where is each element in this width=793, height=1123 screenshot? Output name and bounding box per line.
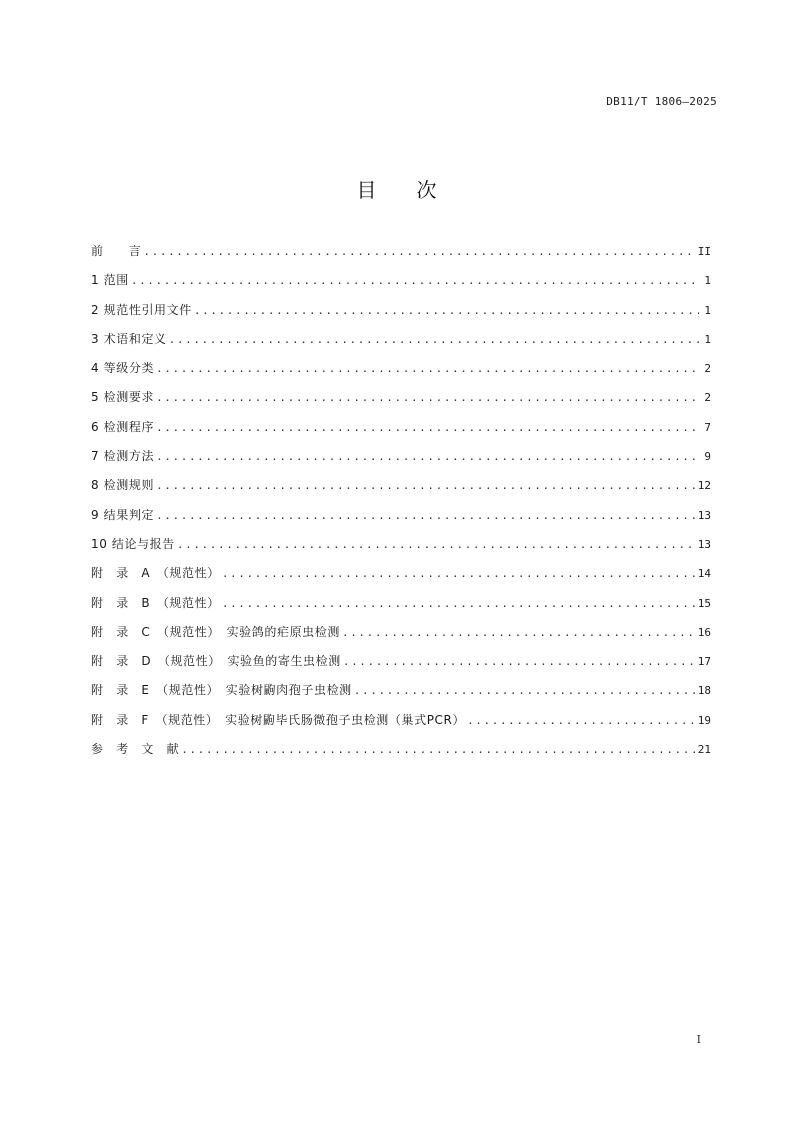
toc-entry-page: 15 (697, 596, 711, 610)
toc-entry-page: 9 (704, 450, 711, 464)
toc-entry-label: 6 检测程序 (91, 419, 155, 434)
toc-entry-label: 附 录 E （规范性） 实验树鼩肉孢子虫检测 (91, 683, 352, 698)
toc-entry-annex-f[interactable] (91, 710, 711, 739)
toc-entry-page: 13 (697, 537, 711, 551)
toc-entry-page: 19 (697, 713, 711, 727)
toc-entry-annex-c[interactable] (91, 622, 711, 651)
toc-dot-leader (343, 652, 696, 672)
toc-dot-leader (194, 301, 699, 321)
toc-entry-page: 1 (704, 332, 711, 346)
toc-entry-label: 5 检测要求 (91, 390, 155, 405)
toc-entry-label: 10 结论与报告 (91, 536, 175, 551)
toc-entry-page: 7 (704, 420, 711, 434)
toc-entry-page: 2 (704, 362, 711, 376)
toc-entry-procedures[interactable] (91, 417, 711, 446)
page-number: I (696, 1033, 701, 1046)
toc-entry-page: 13 (697, 508, 711, 522)
toc-entry-requirements[interactable] (91, 387, 711, 416)
toc-entry-annex-e[interactable] (91, 680, 711, 709)
toc-entry-annex-a[interactable] (91, 563, 711, 592)
toc-entry-label: 8 检测规则 (91, 478, 155, 493)
toc-entry-page: II (697, 245, 711, 258)
toc-entry-label: 9 结果判定 (91, 507, 155, 522)
toc-entry-label: 附 录 D （规范性） 实验鱼的寄生虫检测 (91, 654, 341, 669)
toc-entry-label: 7 检测方法 (91, 449, 155, 464)
toc-dot-leader (156, 388, 699, 408)
toc-entry-judgement[interactable] (91, 505, 711, 534)
toc-dot-leader (143, 242, 695, 262)
toc-entry-rules[interactable] (91, 475, 711, 504)
toc-entry-classification[interactable] (91, 358, 711, 387)
toc-dot-leader (156, 476, 696, 496)
toc-entry-label: 附 录 B （规范性） (91, 595, 220, 610)
toc-entry-page: 14 (697, 567, 711, 581)
toc-entry-methods[interactable] (91, 446, 711, 475)
toc-entry-foreword[interactable] (91, 241, 711, 270)
toc-entry-annex-b[interactable] (91, 593, 711, 622)
toc-dot-leader (177, 535, 696, 555)
toc-entry-label: 附 录 C （规范性） 实验鸽的疟原虫检测 (91, 624, 340, 639)
toc-dot-leader (131, 271, 699, 291)
toc-entry-label: 3 术语和定义 (91, 331, 167, 346)
toc-entry-normative-references[interactable] (91, 300, 711, 329)
toc-entry-page: 17 (697, 655, 711, 669)
toc-dot-leader (181, 740, 696, 760)
toc-entry-page: 2 (704, 391, 711, 405)
toc-dot-leader (156, 359, 699, 379)
toc-entry-page: 12 (697, 479, 711, 493)
toc-entry-page: 21 (697, 743, 711, 757)
toc-entry-label: 附 录 A （规范性） (91, 566, 220, 581)
toc-entry-bibliography[interactable] (91, 739, 711, 768)
toc-entry-page: 1 (704, 274, 711, 288)
toc-entry-label: 参 考 文 献 (91, 742, 180, 757)
toc-dot-leader (169, 330, 699, 350)
toc-entry-label: 2 规范性引用文件 (91, 302, 192, 317)
toc-entry-label: 附 录 F （规范性） 实验树鼩毕氏肠微孢子虫检测（巢式PCR） (91, 712, 466, 727)
toc-dot-leader (467, 711, 696, 731)
toc-dot-leader (156, 447, 699, 467)
toc-dot-leader (354, 681, 696, 701)
toc-entry-page: 18 (697, 684, 711, 698)
toc-dot-leader (156, 506, 696, 526)
toc-entry-label: 1 范围 (91, 273, 129, 288)
toc-dot-leader (156, 418, 699, 438)
document-code: DB11/T 1806—2025 (606, 95, 717, 108)
toc-entry-page: 16 (697, 625, 711, 639)
page-title: 目 次 (356, 178, 437, 202)
toc-entry-scope[interactable] (91, 270, 711, 299)
toc-entry-label: 前 言 (91, 244, 142, 258)
toc-entry-conclusion-report[interactable] (91, 534, 711, 563)
toc-entry-page: 1 (704, 303, 711, 317)
toc-dot-leader (222, 594, 696, 614)
toc-entry-annex-d[interactable] (91, 651, 711, 680)
toc-entry-label: 4 等级分类 (91, 361, 155, 376)
toc-dot-leader (222, 564, 696, 584)
toc-dot-leader (342, 623, 696, 643)
toc-entry-terms-definitions[interactable] (91, 329, 711, 358)
table-of-contents (91, 241, 711, 768)
